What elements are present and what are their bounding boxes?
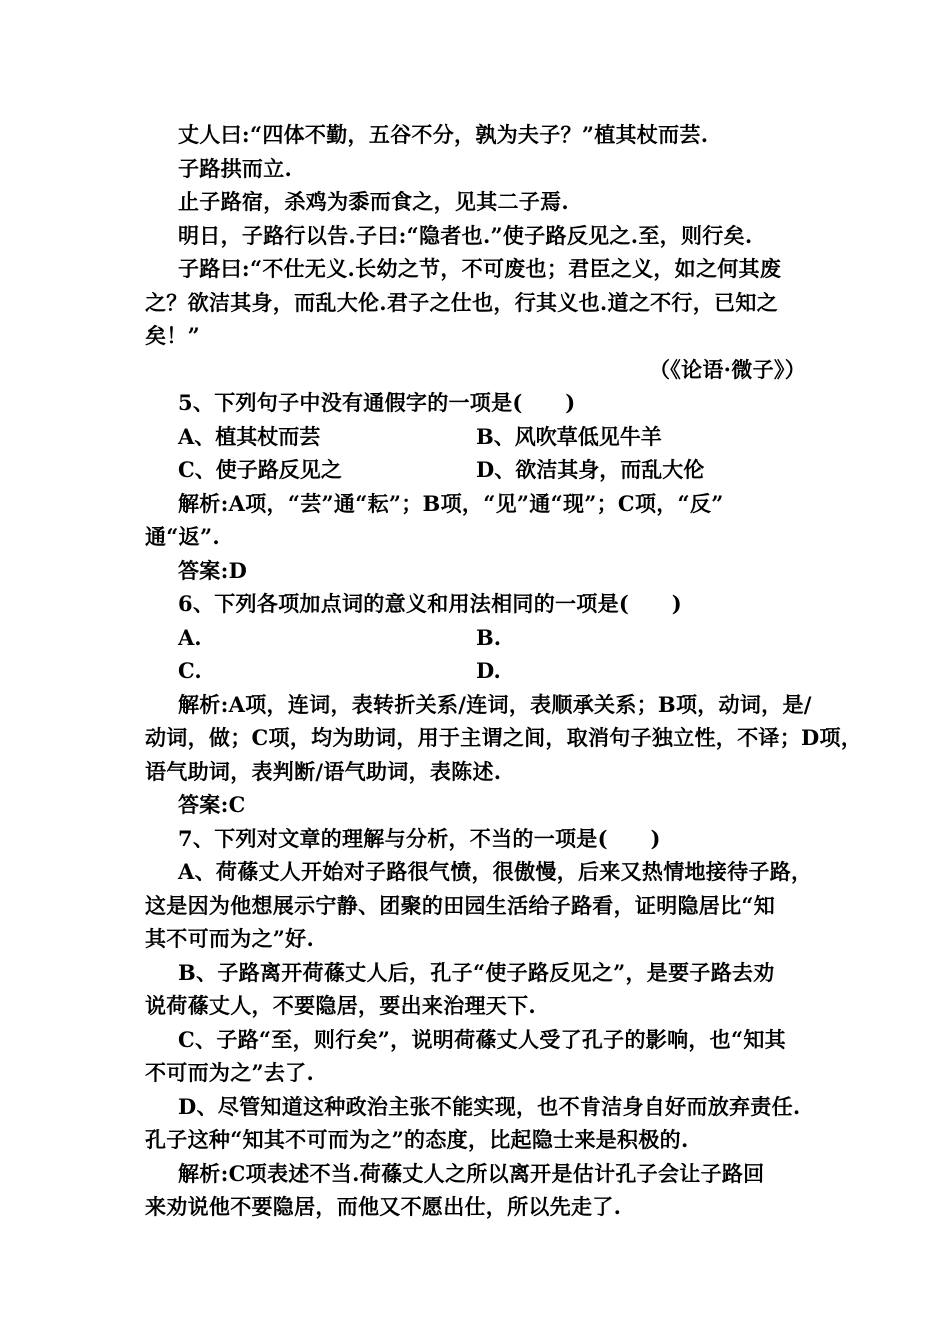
passage-line: 矣！” <box>145 323 200 348</box>
question-5-analysis: 解析:A项，“芸”通“耘”；B项，“见”通“现”；C项，“反” <box>178 490 724 516</box>
question-6-options-row-1 <box>145 621 810 655</box>
question-6-answer: 答案:C <box>178 792 246 817</box>
question-5-options-row-1 <box>145 420 810 454</box>
question-7-option-d: 孔子这种“知其不可而为之”的态度，比起隐士来是积极的. <box>145 1127 689 1152</box>
question-7-analysis: 来劝说他不要隐居，而他又不愿出仕，所以先走了. <box>145 1194 622 1219</box>
question-7-option-a: 这是因为他想展示宁静、团聚的田园生活给子路看，证明隐居比“知 <box>145 892 776 918</box>
passage-line: 丈人曰:“四体不勤，五谷不分，孰为夫子？”植其杖而芸. <box>178 122 709 147</box>
question-6-option-a: A. <box>178 624 202 650</box>
question-6-analysis: 动词，做；C项，均为助词，用于主谓之间，取消句子独立性，不译；D项， <box>145 725 863 750</box>
question-6-analysis: 解析:A项，连词，表转折关系/连词，表顺承关系；B项，动词，是/ <box>178 691 812 717</box>
passage-source: （《论语·微子》） <box>648 356 806 382</box>
question-5-options-row-2 <box>145 453 810 487</box>
question-5-option-b: B、风吹草低见牛羊 <box>476 423 662 449</box>
question-6-stem: 6、下列各项加点词的意义和用法相同的一项是( ) <box>178 591 682 616</box>
passage-line: 止子路宿，杀鸡为黍而食之，见其二子焉. <box>178 189 570 214</box>
question-5-option-d: D、欲洁其身，而乱大伦 <box>476 457 705 482</box>
question-7-option-a: A、荷蓧丈人开始对子路很气愤，很傲慢，后来又热情地接待子路， <box>178 859 813 884</box>
question-6-option-c: C. <box>178 658 202 683</box>
question-7-analysis: 解析:C项表述不当.荷蓧丈人之所以离开是估计孔子会让子路回 <box>178 1160 765 1186</box>
question-7-option-b: B、子路离开荷蓧丈人后，孔子“使子路反见之”，是要子路去劝 <box>178 959 775 985</box>
question-6-option-b: B. <box>476 624 502 650</box>
question-7-stem: 7、下列对文章的理解与分析，不当的一项是( ) <box>178 825 661 851</box>
question-7-option-d: D、尽管知道这种政治主张不能实现，也不肯洁身自好而放弃责任. <box>178 1093 801 1119</box>
passage-line: 明日，子路行以告.子曰:“隐者也.”使子路反见之.至，则行矣. <box>178 222 753 248</box>
question-7-option-c: 不可而为之”去了. <box>145 1060 315 1085</box>
document-body <box>145 118 863 1224</box>
question-7-option-b: 说荷蓧丈人，不要隐居，要出来治理天下. <box>145 993 537 1018</box>
passage-line: 之？欲洁其身，而乱大伦.君子之仕也，行其义也.道之不行，已知之 <box>145 289 778 315</box>
question-6-options-row-2 <box>145 654 810 688</box>
question-7-option-c: C、子路“至，则行矣”，说明荷蓧丈人受了孔子的影响，也“知其 <box>178 1026 786 1052</box>
question-5-stem: 5、下列句子中没有通假字的一项是( ) <box>178 390 576 415</box>
question-5-option-a: A、植其杖而芸 <box>178 423 321 449</box>
question-5-option-c: C、使子路反见之 <box>178 457 342 482</box>
passage-line: 子路曰:“不仕无义.长幼之节，不可废也；君臣之义，如之何其废 <box>178 256 782 281</box>
passage-line: 子路拱而立. <box>178 155 293 181</box>
question-6-analysis: 语气助词，表判断/语气助词，表陈述. <box>145 758 502 784</box>
question-6-option-d: D. <box>476 658 501 683</box>
question-5-analysis: 通“返”. <box>145 524 220 549</box>
question-7-option-a: 其不可而为之”好. <box>145 926 315 951</box>
question-5-answer: 答案:D <box>178 557 248 583</box>
